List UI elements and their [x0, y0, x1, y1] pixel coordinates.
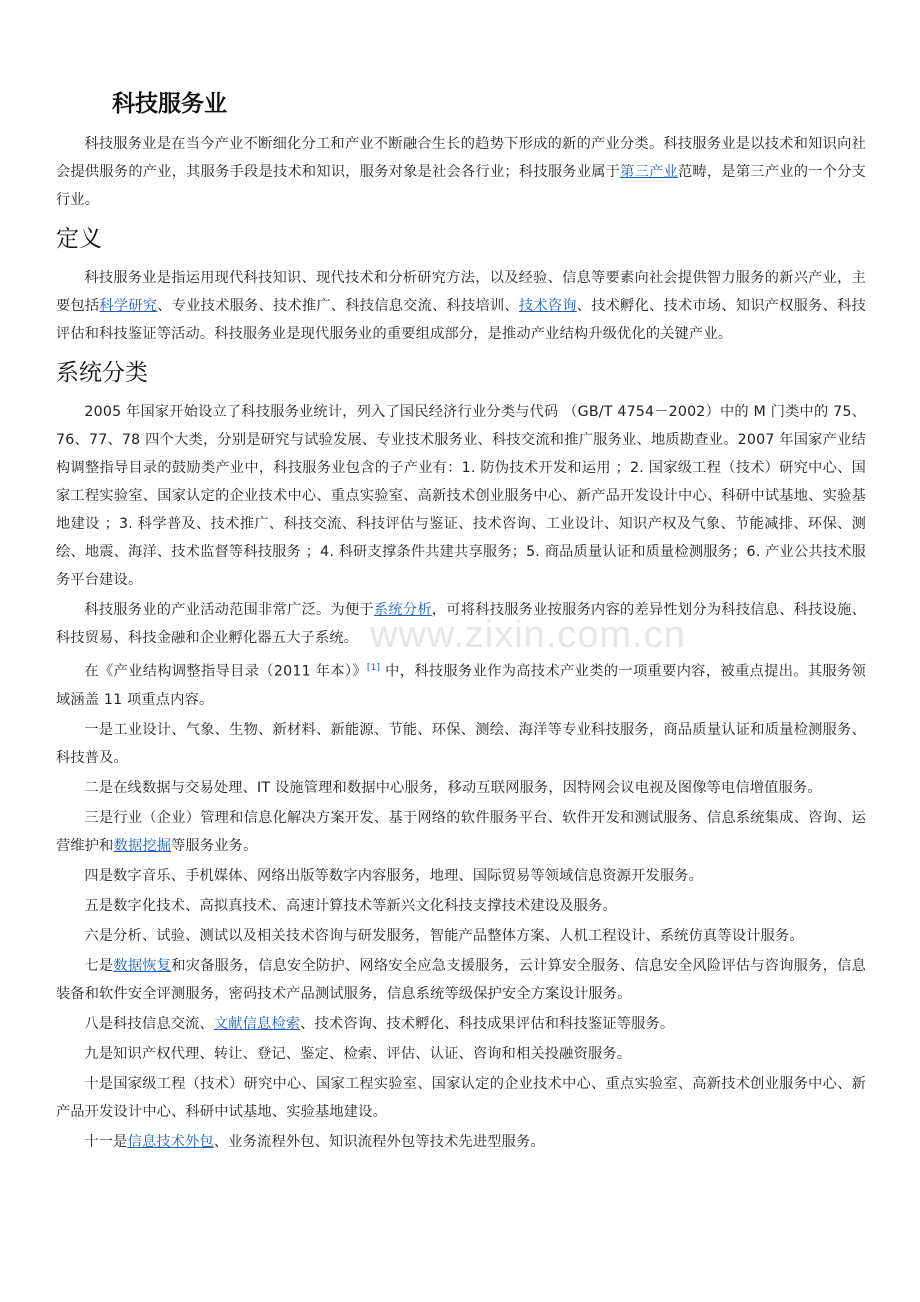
list-item-4: 四是数字音乐、手机媒体、网络出版等数字内容服务，地理、国际贸易等领域信息资源开发服务。 — [84, 867, 704, 884]
definition-paragraph — [56, 264, 866, 348]
para2-text: 科技服务业的产业活动范围非常广泛。为便于 — [84, 602, 374, 618]
list-item-6: 六是分析、试验、测试以及相关技术咨询与研发服务，智能产品整体方案、人机工程设计、系统仿真等设计服务。 — [84, 927, 804, 944]
intro-paragraph — [56, 130, 866, 214]
para3-text-end: 中，科技服务业作为高技术产业类的一项重要内容，被重点提出。其服务领域涵盖 11 项重点内容。 — [56, 663, 867, 708]
link-tertiary-industry[interactable]: 第三产业 — [620, 164, 679, 180]
classification-paragraph-1: 2005 年国家开始设立了科技服务业统计，列入了国民经济行业分类与代码 （GB/T 4754－2002）中的 M 门类中的 75、76、77、78 四个大类，分别是研究与试验发展、专业技术服务业、科技交流和推广服务业、地质勘查业。2007 年国家产业结构调整指导目录的鼓励类产业中，科技服务业包含的子产业有：1. 防伪技术开发和运用 ；2. 国家级工程（技术）研究中心、国家工程实验室、国家认定的企业技术中心、重点实验室、高新技术创业服务中心、新产品开发设计中心、科研中试基地、实验基地建设 ；3. 科学普及、技术推广、科技交流、科技评估与鉴证、技术咨询、工业设计、知识产权及气象、节能减排、环保、测绘、地震、海洋、技术监督等科技服务 ；4. 科研支撑条件共建共享服务；5. 商品质量认证和质量检测服务；6. 产业公共技术服务平台建设。 — [56, 404, 866, 588]
list-item-11 — [56, 1128, 866, 1156]
definition-text-2: 、专业技术服务、技术推广、科技信息交流、科技培训、 — [157, 298, 519, 314]
para2-text-end: ，可将科技服务业按服务内容的差异性划分为科技信息、科技设施、科技贸易、科技金融和企业孵化器五大子系统。 — [56, 602, 866, 646]
link-it-outsourcing[interactable]: 信息技术外包 — [127, 1133, 214, 1150]
item8-text: 八是科技信息交流、 — [84, 1015, 214, 1032]
list-item-8 — [56, 1010, 866, 1038]
classification-paragraph-2 — [56, 596, 866, 652]
link-data-mining[interactable]: 数据挖掘 — [113, 837, 172, 854]
list-item-2: 二是在线数据与交易处理、IT 设施管理和数据中心服务，移动互联网服务，因特网会议电视及图像等电信增值服务。 — [84, 779, 822, 796]
list-item-1: 一是工业设计、气象、生物、新材料、新能源、节能、环保、测绘、海洋等专业科技服务，商品质量认证和质量检测服务、科技普及。 — [56, 721, 866, 766]
heading-classification: 系统分类 — [56, 360, 148, 386]
list-item-3 — [56, 804, 866, 860]
list-item-5: 五是数字化技术、高拟真技术、高速计算技术等新兴文化科技支撑技术建设及服务。 — [84, 897, 617, 914]
definition-text-3: 、技术孵化、技术市场、知识产权服务、科技评估和科技鉴证等活动。科技服务业是现代服务业的重要组成部分，是推动产业结构升级优化的关键产业。 — [56, 298, 866, 342]
document-page — [56, 84, 866, 1158]
list-item-10: 十是国家级工程（技术）研究中心、国家工程实验室、国家认定的企业技术中心、重点实验室、高新技术创业服务中心、新产品开发设计中心、科研中试基地、实验基地建设。 — [56, 1075, 866, 1120]
item7-text: 七是 — [84, 957, 114, 974]
para3-text: 在《产业结构调整指导目录（2011 年本）》 — [84, 663, 367, 680]
document-title: 科技服务业 — [112, 91, 227, 117]
link-scientific-research[interactable]: 科学研究 — [99, 298, 158, 314]
link-technical-consulting[interactable]: 技术咨询 — [518, 298, 577, 314]
definition-text-1: 科技服务业是指运用现代科技知识、现代技术和分析研究方法，以及经验、信息等要素向社会提供智力服务的新兴产业，主要包括 — [56, 270, 866, 314]
intro-text: 科技服务业是在当今产业不断细化分工和产业不断融合生长的趋势下形成的新的产业分类。科技服务业是以技术和知识向社会提供服务的产业，其服务手段是技术和知识，服务对象是社会各行业；科技服务业属于 — [56, 136, 866, 180]
classification-paragraph-3 — [56, 654, 866, 714]
item3-text: 三是行业（企业）管理和信息化解决方案开发、基于网络的软件服务平台、软件开发和测试服务、信息系统集成、咨询、运营维护和 — [56, 809, 866, 854]
list-item-9: 九是知识产权代理、转让、登记、鉴定、检索、评估、认证、咨询和相关投融资服务。 — [84, 1045, 632, 1062]
link-data-recovery[interactable]: 数据恢复 — [113, 957, 172, 974]
reference-marker[interactable]: [1] — [366, 663, 381, 673]
item7-text-end: 和灾备服务，信息安全防护、网络安全应急支援服务，云计算安全服务、信息安全风险评估与咨询服务，信息装备和软件安全评测服务，密码技术产品测试服务，信息系统等级保护安全方案设计服务。 — [56, 957, 866, 1002]
list-item-7 — [56, 952, 866, 1008]
link-system-analysis[interactable]: 系统分析 — [373, 602, 432, 618]
item11-text: 十一是 — [84, 1133, 128, 1150]
item3-text-end: 等服务业务。 — [171, 837, 258, 854]
link-literature-retrieval[interactable]: 文献信息检索 — [213, 1015, 301, 1032]
item11-text-end: 、业务流程外包、知识流程外包等技术先进型服务。 — [213, 1133, 545, 1150]
watermark: www.zixin.com.cn — [370, 614, 686, 656]
intro-text-end: 范畴，是第三产业的一个分支行业。 — [56, 164, 866, 208]
item8-text-end: 、技术咨询、技术孵化、科技成果评估和科技鉴证等服务。 — [300, 1015, 675, 1032]
heading-definition: 定义 — [56, 226, 102, 252]
